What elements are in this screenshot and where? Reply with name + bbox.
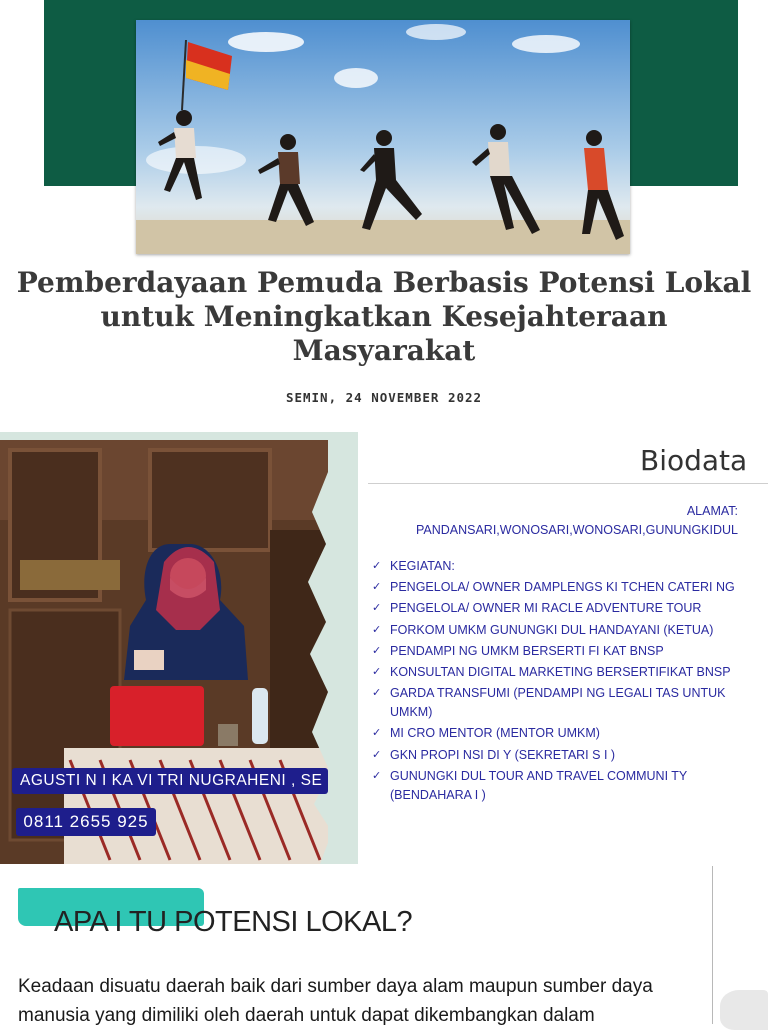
- list-item: ✓ FORKOM UMKM GUNUNGKI DUL HANDAYANI (KETUA): [372, 621, 752, 640]
- address-label: ALAMAT:: [686, 504, 738, 518]
- checkmark-icon: ✓: [372, 769, 382, 782]
- list-item: ✓ MI CRO MENTOR (MENTOR UMKM): [372, 724, 752, 743]
- section-paragraph: Keadaan disuatu daerah baik dari sumber daya alam maupun sumber daya manusia yang dimiliki oleh daerah untuk dapat dikembangkan dalam: [18, 976, 653, 1026]
- section-heading: APA I TU POTENSI LOKAL?: [54, 906, 413, 938]
- list-item: ✓ PENGELOLA/ OWNER DAMPLENGS KI TCHEN CATERI NG: [372, 578, 752, 597]
- list-item: ✓ GKN PROPI NSI DI Y (SEKRETARI S I ): [372, 746, 752, 765]
- decorative-smudge: [720, 990, 768, 1030]
- checkmark-icon: ✓: [372, 602, 382, 615]
- checkmark-icon: ✓: [372, 581, 382, 594]
- speaker-phone-badge: 0811 2655 925: [16, 808, 156, 836]
- list-item: ✓ GARDA TRANSFUMI (PENDAMPI NG LEGALI TAS UNTUK UMKM): [372, 686, 726, 720]
- title-line-1: Pemberdayaan Pemuda Berbasis Potensi Lokal: [16, 266, 752, 299]
- checkmark-icon: ✓: [372, 560, 382, 572]
- torn-paper-edge: [292, 432, 358, 864]
- document-title: [0, 266, 768, 368]
- title-line-3: Masyarakat: [292, 334, 476, 367]
- speaker-name-badge: AGUSTI N I KA VI TRI NUGRAHENI , SE: [12, 768, 328, 794]
- address-value: PANDANSARI,WONOSARI,WONOSARI,GUNUNGKIDUL: [415, 523, 738, 537]
- list-item: ✓ KONSULTAN DIGITAL MARKETING BERSERTIFIKAT BNSP: [372, 663, 752, 682]
- title-line-2: untuk Meningkatkan Kesejahteraan: [100, 300, 668, 333]
- checkmark-icon: ✓: [372, 623, 382, 636]
- profile-photo: [0, 440, 328, 864]
- checkmark-icon: ✓: [372, 665, 382, 678]
- checkmark-icon: ✓: [372, 748, 382, 761]
- address-block: [370, 502, 738, 540]
- checkmark-icon: ✓: [372, 687, 382, 700]
- checkmark-icon: ✓: [372, 644, 382, 657]
- list-item: ✓ PENGELOLA/ OWNER MI RACLE ADVENTURE TOUR: [372, 599, 752, 618]
- list-item: ✓ KEGIATAN:: [372, 557, 752, 576]
- list-item: ✓ GUNUNGKI DUL TOUR AND TRAVEL COMMUNI TY (BENDAHARA I ): [372, 768, 688, 802]
- checkmark-icon: ✓: [372, 727, 382, 740]
- list-item: ✓ PENDAMPI NG UMKM BERSERTI FI KAT BNSP: [372, 642, 752, 661]
- activity-list: [372, 557, 752, 807]
- hero-image: [136, 20, 630, 254]
- event-date: SEMIN, 24 NOVEMBER 2022: [285, 390, 483, 405]
- biodata-divider: [368, 483, 768, 484]
- biodata-heading: Biodata: [640, 444, 748, 477]
